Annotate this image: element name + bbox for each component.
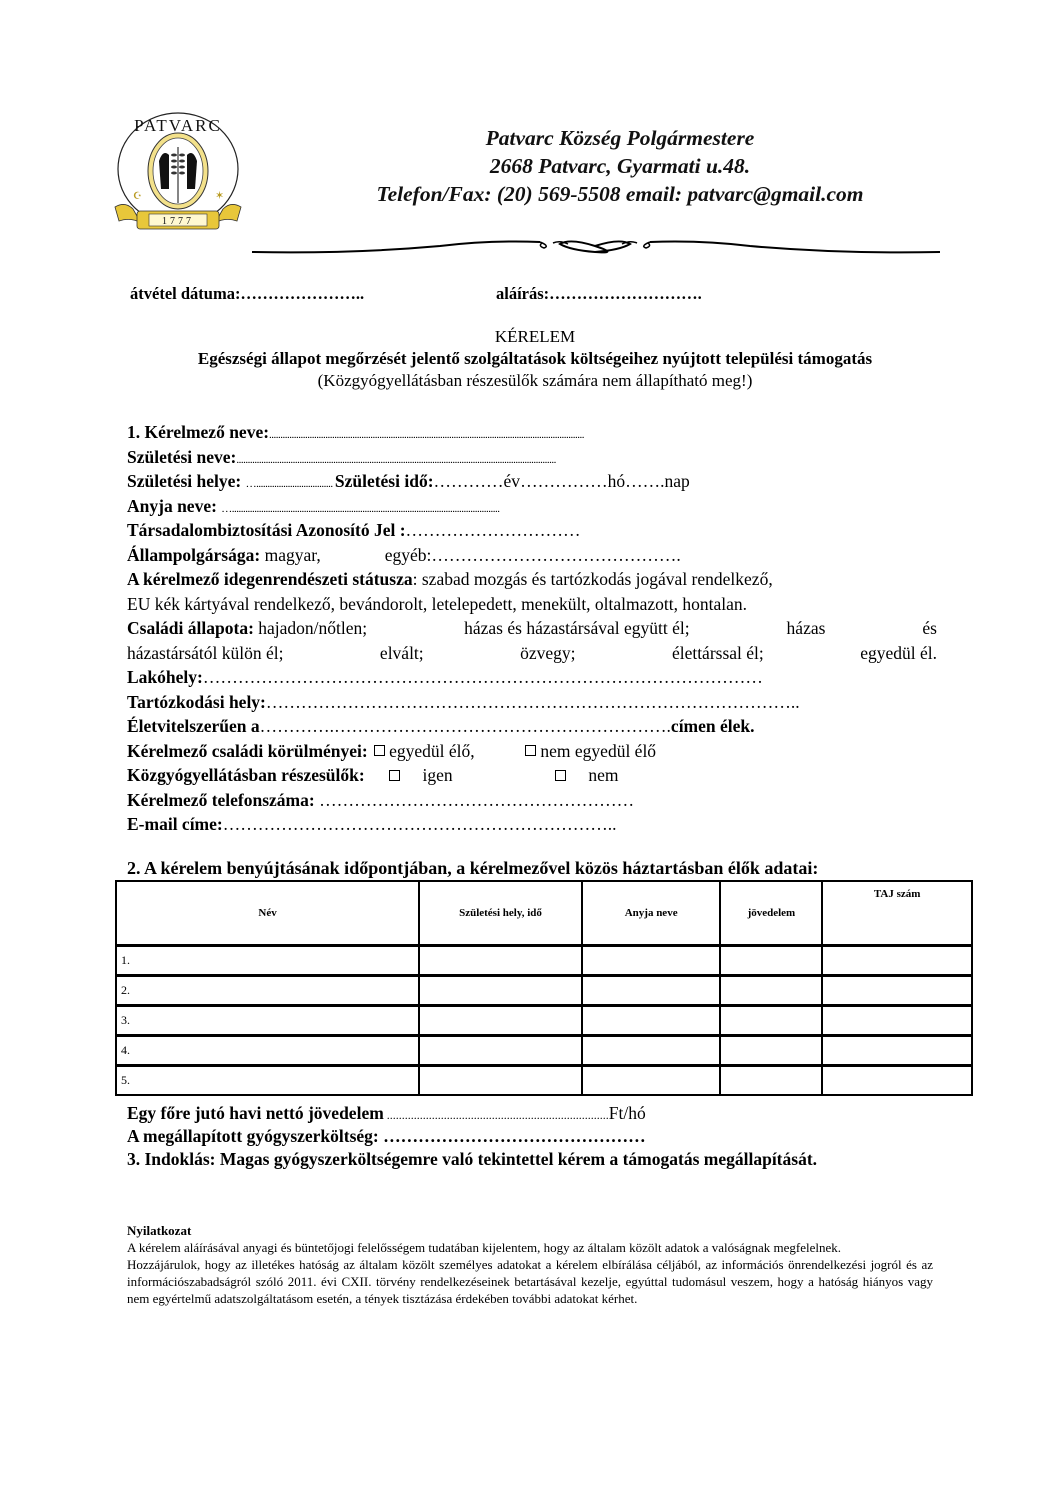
stay-place-label: Tartózkodási hely: <box>127 691 266 712</box>
table-row <box>116 1066 972 1096</box>
not-alone-label: nem egyedül élő <box>540 740 657 761</box>
stay-place-row[interactable] <box>127 690 937 715</box>
birth-place-field[interactable]: ….................................. <box>245 478 335 490</box>
marital-option-partner[interactable]: élettárssal él; <box>671 642 764 663</box>
marital-status-row-2[interactable] <box>127 641 937 666</box>
receipt-date-field[interactable]: átvétel dátuma:………………….. <box>130 284 365 303</box>
declaration-heading: Nyilatkozat <box>127 1223 192 1238</box>
marital-option-married-separated[interactable]: házastársától külön él; <box>127 642 284 663</box>
mother-name-field[interactable]: …....................................................................................................................... <box>221 502 500 515</box>
column-header-mother: Anyja neve <box>582 881 721 946</box>
svg-text:1777: 1777 <box>162 216 194 227</box>
birth-name-label: Születési neve: <box>127 446 237 467</box>
taj-label: Társadalombiztosítási Azonosító Jel : <box>127 520 406 540</box>
birth-cell[interactable] <box>419 946 582 976</box>
income-field[interactable]: .......................................................................... <box>383 1108 609 1122</box>
birth-date-label: Születési idő: <box>334 471 434 491</box>
immigration-status-row-2[interactable] <box>127 592 937 617</box>
form-title: KÉRELEM <box>494 327 576 346</box>
column-header-name: Név <box>116 881 419 946</box>
immigration-status-label: A kérelmező idegenrendészeti státusza <box>127 569 413 589</box>
residence-field[interactable]: …………………………………………………………………………………… <box>202 667 763 687</box>
income-cell[interactable] <box>720 1066 822 1096</box>
applicant-name-field[interactable]: ............................................................................................................................................ <box>269 429 585 441</box>
letterhead-address: 2668 Patvarc, Gyarmati u.48. <box>489 154 751 178</box>
birth-day-unit: nap <box>664 471 690 491</box>
checkbox-not-alone[interactable] <box>525 745 536 756</box>
citizenship-option-hungarian[interactable]: magyar, <box>260 544 321 565</box>
marital-status-label: Családi állapota: <box>127 618 254 638</box>
svg-text:✶: ✶ <box>215 190 225 202</box>
marital-status-row-1[interactable] <box>127 616 937 641</box>
letterhead-office: Patvarc Község Polgármestere <box>485 126 755 150</box>
row-number-cell[interactable]: 5. <box>116 1066 419 1096</box>
birth-cell[interactable] <box>419 1036 582 1066</box>
residence-row[interactable] <box>127 665 937 690</box>
income-row[interactable] <box>127 1102 933 1125</box>
birth-place-label: Születési helye: <box>127 471 246 491</box>
medicine-cost-row[interactable] <box>127 1125 933 1148</box>
declaration-paragraph-1: A kérelem aláírásával anyagi és büntetőjogi felelősségem tudatában kijelentem, hogy az általam közölt adatok a valóságnak megfelelnek. <box>127 1240 842 1255</box>
table-row <box>116 976 972 1006</box>
row-number-cell[interactable]: 1. <box>116 946 419 976</box>
public-health-yes-label: igen <box>422 765 453 785</box>
income-cost-section <box>127 1102 933 1171</box>
letterhead-contact: Telefon/Fax: (20) 569-5508 email: patvarc@gmail.com <box>376 182 864 206</box>
family-circumstances-row[interactable] <box>127 739 937 764</box>
taj-row[interactable] <box>127 518 937 543</box>
marital-option-alone[interactable]: egyedül él. <box>860 642 937 663</box>
birth-name-field[interactable]: .............................................................................................................................................. <box>236 453 556 466</box>
applicant-section <box>127 420 937 837</box>
marital-option-married-together[interactable]: házas és házastársával együtt él; <box>464 618 690 638</box>
table-row <box>116 1006 972 1036</box>
taj-cell[interactable] <box>822 976 972 1006</box>
table-header-row <box>116 881 972 946</box>
column-header-taj: TAJ szám <box>822 881 972 946</box>
income-label: Egy főre jutó havi nettó jövedelem <box>127 1103 384 1123</box>
lives-alone-label: egyedül élő, <box>389 740 475 761</box>
marital-option-single[interactable]: hajadon/nőtlen; <box>258 618 368 638</box>
marital-option-and-word: és <box>922 618 937 638</box>
justification-paragraph <box>127 1148 933 1171</box>
phone-field[interactable]: ……………………………………………… <box>314 789 635 810</box>
household-section-heading: 2. A kérelem benyújtásának időpontjában, a kérelmezővel közös háztartásban élők adatai: <box>127 858 819 878</box>
birth-cell[interactable] <box>419 976 582 1006</box>
taj-cell[interactable] <box>822 1066 972 1096</box>
marital-option-married-word[interactable]: házas <box>786 618 826 638</box>
justification-text: Magas gyógyszerköltségemre való tekintettel kérem a támogatás megállapítását. <box>215 1149 818 1169</box>
email-row[interactable] <box>127 812 937 837</box>
marital-option-divorced[interactable]: elvált; <box>379 642 424 663</box>
income-cell[interactable] <box>720 946 822 976</box>
table-row <box>116 946 972 976</box>
mother-cell[interactable] <box>582 976 721 1006</box>
checkbox-public-health-no[interactable] <box>555 770 566 781</box>
mother-name-label: Anyja neve: <box>127 495 222 516</box>
public-health-row[interactable] <box>127 763 937 788</box>
birth-month-field[interactable]: …………… <box>520 471 608 491</box>
birth-cell[interactable] <box>419 1006 582 1036</box>
letterhead <box>300 124 940 208</box>
phone-row[interactable] <box>127 788 937 813</box>
birth-year-field[interactable]: ………… <box>433 471 504 491</box>
declaration-paragraph-2: Hozzájárulok, hogy az illetékes hatóság az általam közölt személyes adatokat a kérelem elbírálása céljából, az információs önrendelkezési jogról és az információszabadságról szóló 2011. évi CXII. törvény rendelkezéseinek betartásával kezelje, egyúttal tudomásul veszem, hogy a hatóság hiányos vagy nem egyértelmű adatszolgáltatásom esetén, a tények tisztázása érdekében további adatokat kérhet. <box>127 1257 933 1306</box>
birth-day-field[interactable]: ……. <box>625 471 665 491</box>
applicant-name-label: 1. Kérelmező neve: <box>127 422 270 442</box>
mother-cell[interactable] <box>582 946 721 976</box>
email-label: E-mail címe: <box>127 814 223 834</box>
ornamental-divider <box>250 232 940 262</box>
birth-year-unit: év <box>503 471 521 491</box>
income-cell[interactable] <box>720 1006 822 1036</box>
row-number-cell[interactable]: 3. <box>116 1006 419 1036</box>
habitual-residence-row[interactable] <box>127 714 937 739</box>
birth-month-unit: hó <box>607 471 626 491</box>
income-cell[interactable] <box>720 1036 822 1066</box>
taj-cell[interactable] <box>822 946 972 976</box>
medicine-cost-label: A megállapított gyógyszerköltség: <box>127 1126 379 1146</box>
logo-text: PATVARC <box>134 116 222 135</box>
habitual-label: Életvitelszerűen a <box>127 716 260 736</box>
citizenship-row[interactable] <box>127 543 937 568</box>
phone-label: Kérelmező telefonszáma: <box>127 789 315 810</box>
checkbox-lives-alone[interactable] <box>374 745 385 756</box>
immigration-status-row-1[interactable] <box>127 567 937 592</box>
receipt-signature-field[interactable]: aláírás:………………………. <box>496 284 702 303</box>
applicant-name-row[interactable] <box>127 420 937 445</box>
email-field[interactable]: ………………………………………………………….. <box>222 814 617 834</box>
taj-cell[interactable] <box>822 1006 972 1036</box>
citizenship-option-other[interactable]: egyéb:……………………………………. <box>384 544 681 565</box>
marital-option-widowed[interactable]: özvegy; <box>520 642 576 663</box>
birth-name-row[interactable] <box>127 445 937 470</box>
birth-place-date-row[interactable] <box>127 469 937 494</box>
stay-place-field[interactable]: ……………………………………………………………………………….. <box>265 691 800 712</box>
immigration-status-options-1[interactable]: : szabad mozgás és tartózkodás jogával rendelkező, <box>412 569 773 589</box>
taj-cell[interactable] <box>822 1036 972 1066</box>
row-number-cell[interactable]: 4. <box>116 1036 419 1066</box>
income-unit: Ft/hó <box>608 1103 646 1123</box>
row-number-cell[interactable]: 2. <box>116 976 419 1006</box>
medicine-cost-field[interactable]: ……………………………………… <box>378 1126 646 1146</box>
checkbox-public-health-yes[interactable] <box>389 770 400 781</box>
public-health-label: Közgyógyellátásban részesülők: <box>127 765 365 785</box>
household-members-table <box>115 880 973 1096</box>
habitual-suffix: címen élek. <box>670 716 755 736</box>
income-cell[interactable] <box>720 976 822 1006</box>
column-header-birth: Születési hely, idő <box>419 881 582 946</box>
habitual-field[interactable]: ………….…………………………………………………. <box>259 716 671 736</box>
mother-name-row[interactable] <box>127 494 937 519</box>
form-title-block <box>120 326 950 392</box>
justification-label: 3. Indoklás: <box>127 1149 216 1169</box>
citizenship-label: Állampolgársága: <box>127 544 261 565</box>
public-health-no-label: nem <box>588 765 619 785</box>
mother-cell[interactable] <box>582 1066 721 1096</box>
form-note: (Közgyógyellátásban részesülők számára nem állapítható meg!) <box>317 371 753 390</box>
immigration-status-options-2[interactable]: EU kék kártyával rendelkező, bevándorolt, letelepedett, menekült, oltalmazott, hontalan. <box>127 593 748 614</box>
table-row <box>116 1036 972 1066</box>
column-header-income: jövedelem <box>720 881 822 946</box>
declaration-section <box>127 1222 933 1307</box>
residence-label: Lakóhely: <box>127 667 203 687</box>
birth-cell[interactable] <box>419 1066 582 1096</box>
municipality-crest-logo <box>111 111 245 237</box>
form-subtitle: Egészségi állapot megőrzését jelentő szolgáltatások költségeihez nyújtott települési támogatás <box>197 349 873 368</box>
mother-cell[interactable] <box>582 1036 721 1066</box>
taj-field[interactable]: ………………………… <box>405 520 581 540</box>
svg-text:☪: ☪ <box>133 191 142 202</box>
family-circumstances-label: Kérelmező családi körülményei: <box>127 740 368 761</box>
mother-cell[interactable] <box>582 1006 721 1036</box>
